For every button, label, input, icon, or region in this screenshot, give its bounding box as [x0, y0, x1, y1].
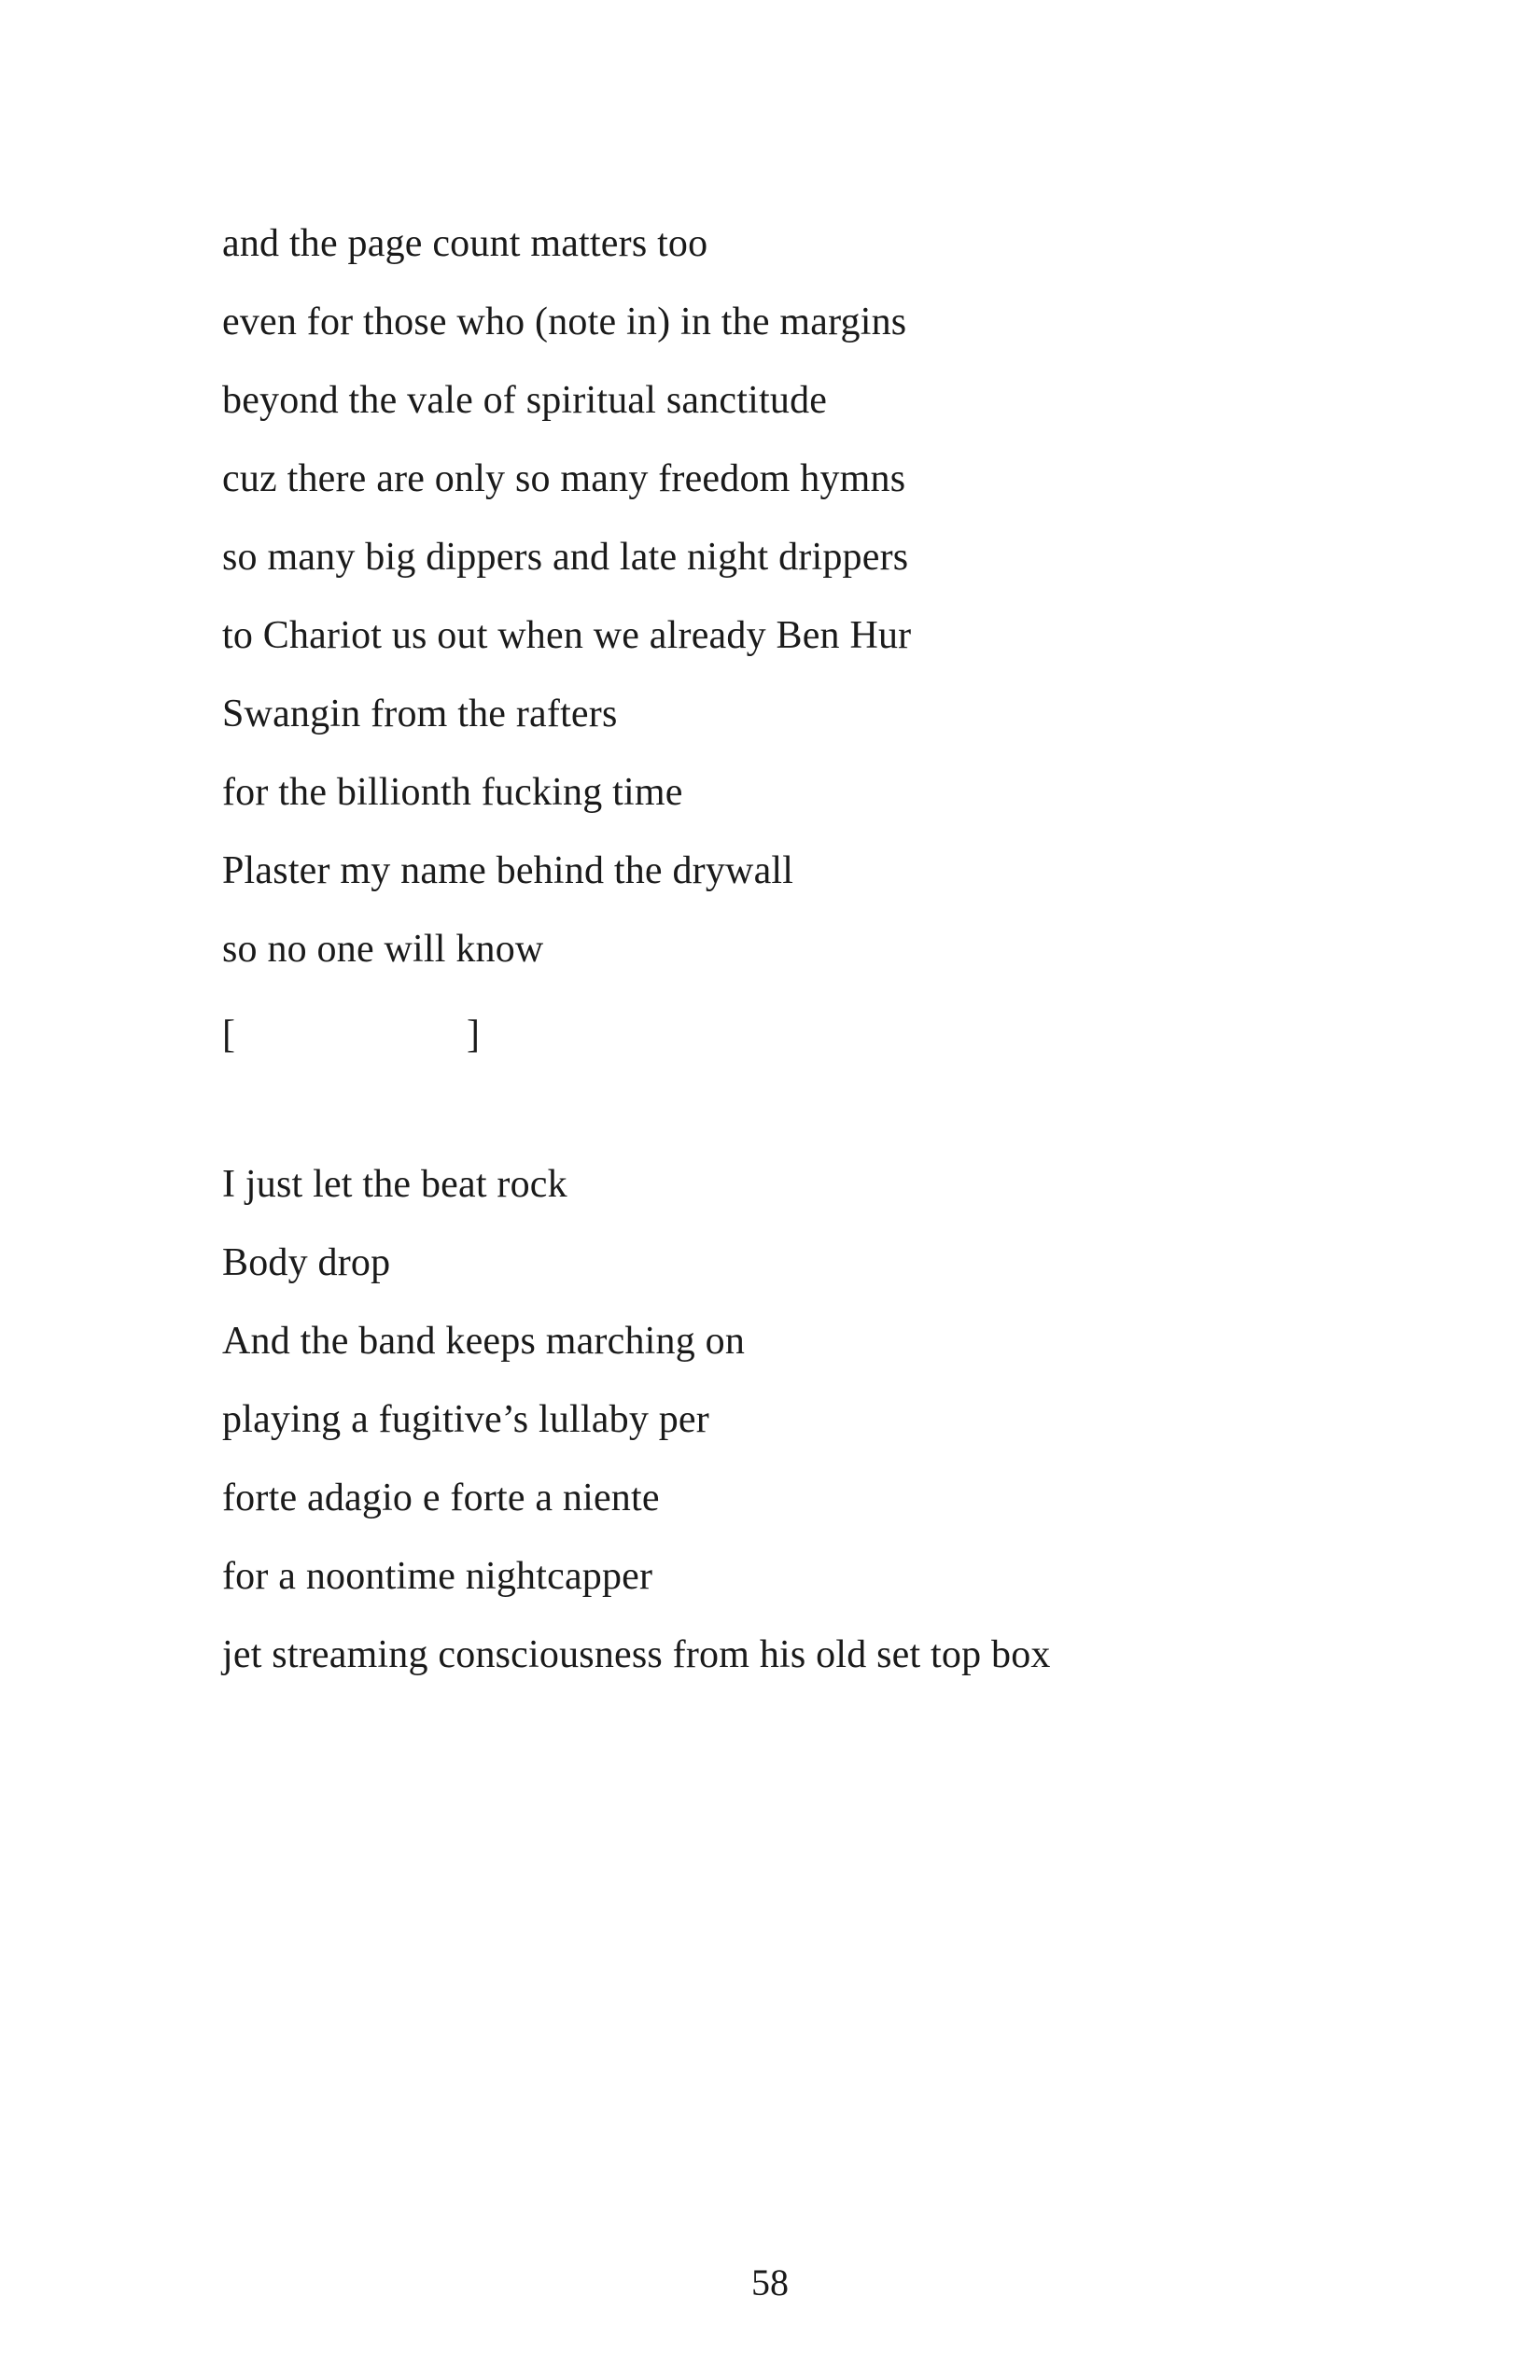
- poem-line: even for those who (note in) in the margins: [222, 301, 907, 343]
- poem-line: I just let the beat rock: [222, 1163, 567, 1206]
- poem-line: Swangin from the rafters: [222, 693, 618, 735]
- poem-line: for the billionth fucking time: [222, 771, 683, 814]
- poem-line: forte adagio e forte a niente: [222, 1477, 660, 1519]
- bracket-close: ]: [467, 1014, 480, 1057]
- poem-line: Body drop: [222, 1241, 391, 1284]
- poem-line: cuz there are only so many freedom hymns: [222, 457, 906, 500]
- page-number: 58: [751, 2261, 789, 2303]
- blank-bracket: [222, 1012, 483, 1058]
- poem-line: so many big dippers and late night drippers: [222, 536, 909, 579]
- poem-line: so no one will know: [222, 928, 544, 971]
- poem-line: and the page count matters too: [222, 222, 708, 265]
- poem-line: playing a fugitive’s lullaby per: [222, 1398, 709, 1441]
- bracket-open: [: [222, 1014, 235, 1057]
- poem-line: beyond the vale of spiritual sanctitude: [222, 379, 828, 422]
- poem-line: jet streaming consciousness from his old set top box: [222, 1633, 1051, 1676]
- poem-line: Plaster my name behind the drywall: [222, 849, 794, 892]
- poem-line: And the band keeps marching on: [222, 1320, 746, 1363]
- poem-line: for a noontime nightcapper: [222, 1555, 653, 1598]
- poem-line: to Chariot us out when we already Ben Hur: [222, 614, 912, 657]
